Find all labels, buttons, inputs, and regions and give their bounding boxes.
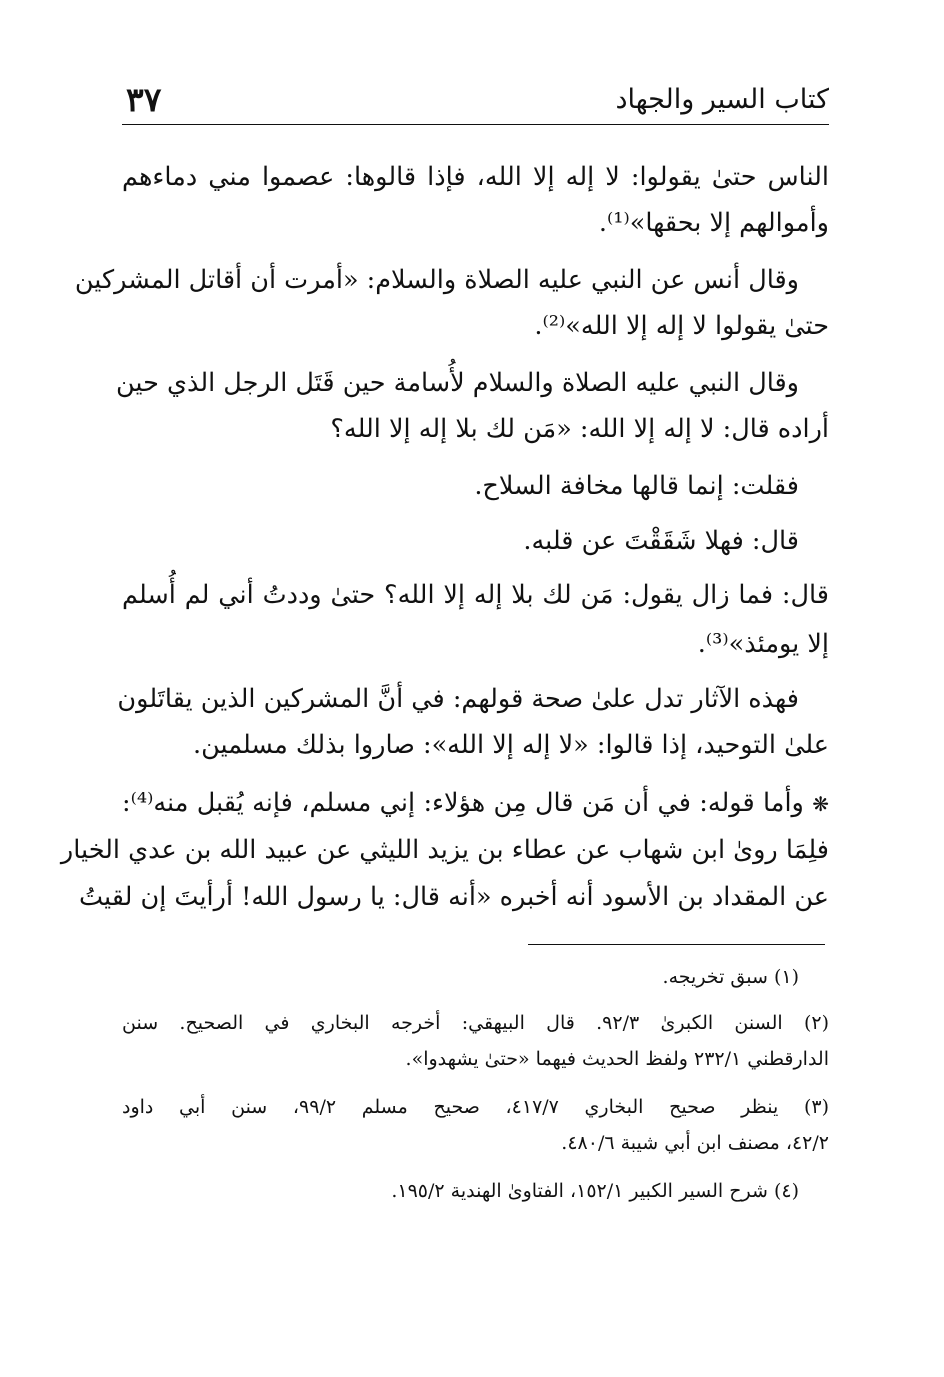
body-line: حتىٰ يقولوا لا إله إلا الله»⁽²⁾. <box>534 311 829 341</box>
body-line: قال: فما زال يقول: مَن لك بلا إله إلا الله؟ حتىٰ وددتُ أني لم أُسلم <box>122 580 829 610</box>
body-line: وأموالهم إلا بحقها»⁽¹⁾. <box>598 208 829 238</box>
footnote-line: (١) سبق تخريجه. <box>662 966 799 988</box>
body-line: الناس حتىٰ يقولوا: لا إله إلا الله، فإذا قالوها: عصموا مني دماءهم <box>122 162 829 192</box>
body-line <box>122 786 829 821</box>
page-number: ٣٧ <box>126 80 162 119</box>
running-header <box>122 80 829 126</box>
footnote-line: (٢) السنن الكبرىٰ ٩٢/٣. قال البيهقي: أخرجه البخاري في الصحيح. سنن <box>122 1012 829 1034</box>
footnote-rule <box>528 944 825 945</box>
footnote-line: ٤٢/٢، مصنف ابن أبي شيبة ٤٨٠/٦. <box>561 1132 829 1154</box>
body-line: عن المقداد بن الأسود أنه أخبره «أنه قال: يا رسول الله! أرأيتَ إن لقيتُ <box>78 882 829 912</box>
footnote-line: (٣) ينظر صحيح البخاري ٤١٧/٧، صحيح مسلم ٩٩/٢، سنن أبي داود <box>122 1096 829 1118</box>
footnote-line: الدارقطني ٢٣٢/١ ولفظ الحديث فيهما «حتىٰ يشهدوا». <box>405 1048 829 1070</box>
body-line: إلا يومئذ»⁽³⁾. <box>697 629 829 659</box>
body-line: وقال أنس عن النبي عليه الصلاة والسلام: «أمرت أن أقاتل المشركين <box>74 265 799 295</box>
body-line: فهذه الآثار تدل علىٰ صحة قولهم: في أنَّ المشركين الذين يقاتَلون <box>117 684 799 714</box>
chapter-title: كتاب السير والجهاد <box>615 84 829 115</box>
body-line: أراده قال: لا إله إلا الله: «مَن لك بلا إله إلا الله؟ <box>330 414 829 444</box>
body-line: فلِمَا روىٰ ابن شهاب عن عطاء بن يزيد الليثي عن عبيد الله بن عدي الخيار <box>60 835 829 865</box>
body-line: قال: فهلا شَقَقْتَ عن قلبه. <box>523 526 799 556</box>
body-line: فقلت: إنما قالها مخافة السلاح. <box>474 471 799 501</box>
body-line: علىٰ التوحيد، إذا قالوا: «لا إله إلا الله»: صاروا بذلك مسلمين. <box>192 730 829 760</box>
section-star-icon: ❋ <box>812 792 830 816</box>
body-line: وقال النبي عليه الصلاة والسلام لأُسامة حين قَتَل الرجل الذي حين <box>116 368 799 398</box>
footnote-line: (٤) شرح السير الكبير ١٥٢/١، الفتاوىٰ الهندية ١٩٥/٢. <box>391 1180 799 1202</box>
body-line-text: وأما قوله: في أن مَن قال مِن هؤلاء: إني مسلم، فإنه يُقبل منه⁽⁴⁾: <box>122 788 804 818</box>
header-rule <box>122 124 829 125</box>
